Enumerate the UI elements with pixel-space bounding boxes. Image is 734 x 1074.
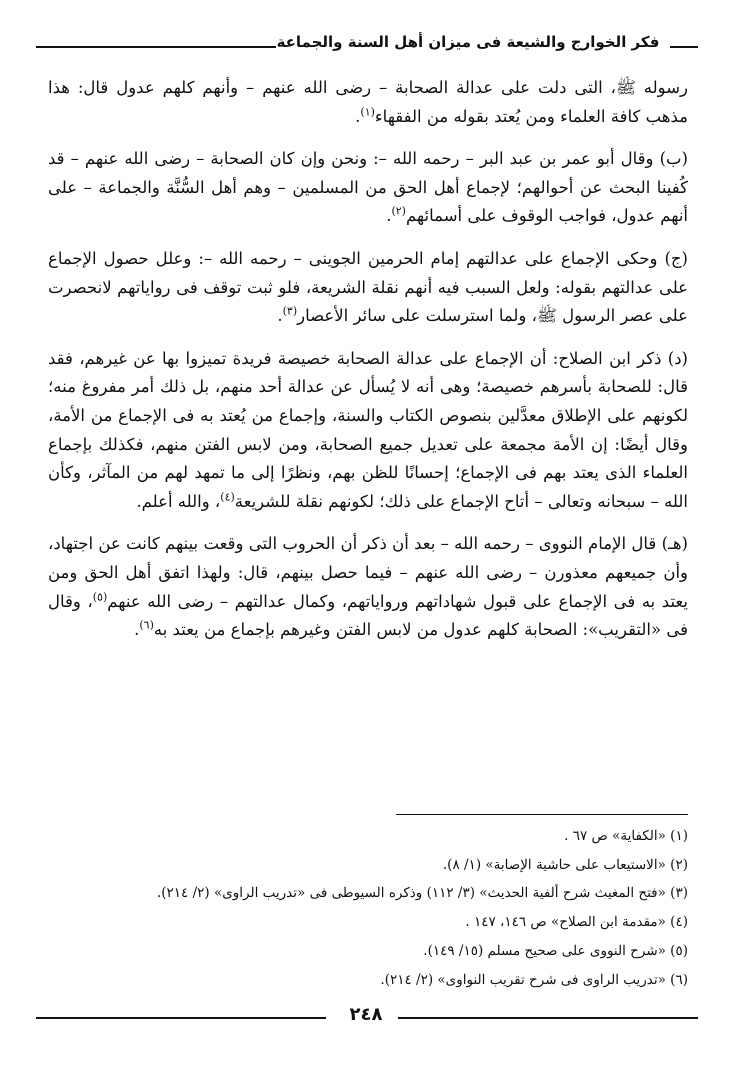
paragraph: (ب) وقال أبو عمر بن عبد البر – رحمه الله –: ونحن وإن كان الصحابة – رضى الله عنهم – قد كُفينا البحث عن أحوالهم؛ لإجماع أهل الحق من المسلمين – وهم أهل السُّنَّة والجماعة – على أنهم عدول، فواجب الوقوف على أسمائهم$^{(٢)}$. (48, 149, 688, 226)
footer-rule-left (36, 1017, 326, 1019)
header-rule-left (36, 46, 276, 48)
paragraph: (هـ) قال الإمام النووى – رحمه الله – بعد أن ذكر أن الحروب التى وقعت بينهم كانت عن اجتهاد، وأن جميعهم معذورن – رضى الله عنهم – فيما حصل بينهم، قال: ولهذا اتفق أهل الحق ومن يعتد به فى الإجماع على قبول شهاداتهم ورواياتهم، وكمال عدالتهم – رضى الله عنهم$^{(٥)}$، وقال فى «التقريب»: الصحابة كلهم عدول من لابس الفتن وغيرهم بإجماع من يعتد به$^{(٦)}$. (48, 534, 688, 640)
footnote: (٣) «فتح المغيث شرح ألفية الحديث» (٣/ ١١٢) وذكره السيوطى فى «تدريب الراوى» (٢/ ٢١٤). (156, 885, 688, 902)
footnotes-list (48, 822, 688, 994)
footnote: (٦) «تدريب الراوى فى شرح تقريب النواوى» (٢/ ٢١٤). (380, 971, 688, 988)
running-header-title: فكر الخوارج والشيعة فى ميزان أهل السنة والجماعة (276, 33, 660, 51)
footnote-ref: (٦) (139, 618, 154, 632)
footnote: (٢) «الاستيعاب على حاشية الإصابة» (١/ ٨). (442, 856, 688, 873)
footer-rule-right (398, 1017, 698, 1019)
footnote: (٤) «مقدمة ابن الصلاح» ص ١٤٦، ١٤٧ . (465, 914, 688, 931)
footnote: (١) «الكفاية» ص ٦٧ . (564, 828, 688, 844)
footnote-separator (396, 814, 688, 815)
paragraph: (د) ذكر ابن الصلاح: أن الإجماع على عدالة الصحابة خصيصة فريدة تميزوا بها عن غيرهم، فقد قال: للصحابة بأسرهم خصيصة؛ وهى أنه لا يُسأل عن عدالة أحد منهم، بل ذلك أمر مفروغ منه؛ لكونهم على الإطلاق معدَّلين بنصوص الكتاب والسنة، وإجماع من يُعتد به فى الإجماع من الأمة، وقال أيضًا: إن الأمة مجمعة على تعديل جميع الصحابة، ومن لابس الفتن منهم، فكذلك بإجماع العلماء الذى يعتد بهم فى الإجماع؛ إحسانًا للظن بهم، ونظرًا إلى ما تمهد لهم من المآثر، وكأن الله – سبحانه وتعالى – أتاح الإجماع على ذلك؛ لكونهم نقلة للشريعة$^{(٤)}$، والله أعلم. (48, 348, 688, 511)
footnote-ref: (٥) (92, 590, 108, 603)
footnote-ref: (٢) (391, 204, 406, 218)
footnote-ref: (٤) (220, 490, 235, 504)
running-header (36, 30, 698, 60)
main-text (48, 74, 688, 645)
page-number: ٢٤٨ (349, 1004, 383, 1025)
header-rule-right (670, 46, 698, 48)
paragraph: رسوله ﷺ، التى دلت على عدالة الصحابة – رضى الله عنهم – وأنهم كلهم عدول قال: هذا مذهب كافة العلماء ومن يُعتد بقوله من الفقهاء$^{(١)}$. (48, 78, 688, 126)
page-footer (36, 1004, 698, 1030)
paragraph: (ج) وحكى الإجماع على عدالتهم إمام الحرمين الجوينى – رحمه الله –: وعلل حصول الإجماع على عدالتهم بقوله: ولعل السبب فيه أنهم نقلة الشريعة، فلو ثبت توقف فى رواياتهم لانحصرت على عصر الرسول ﷺ، ولما استرسلت على سائر الأعصار$^{(٣)}$. (48, 248, 688, 326)
footnote-ref: (١) (360, 105, 375, 119)
footnote: (٥) «شرح النووى على صحيح مسلم (١٥/ ١٤٩). (423, 942, 688, 959)
footnote-ref: (٣) (282, 304, 298, 318)
